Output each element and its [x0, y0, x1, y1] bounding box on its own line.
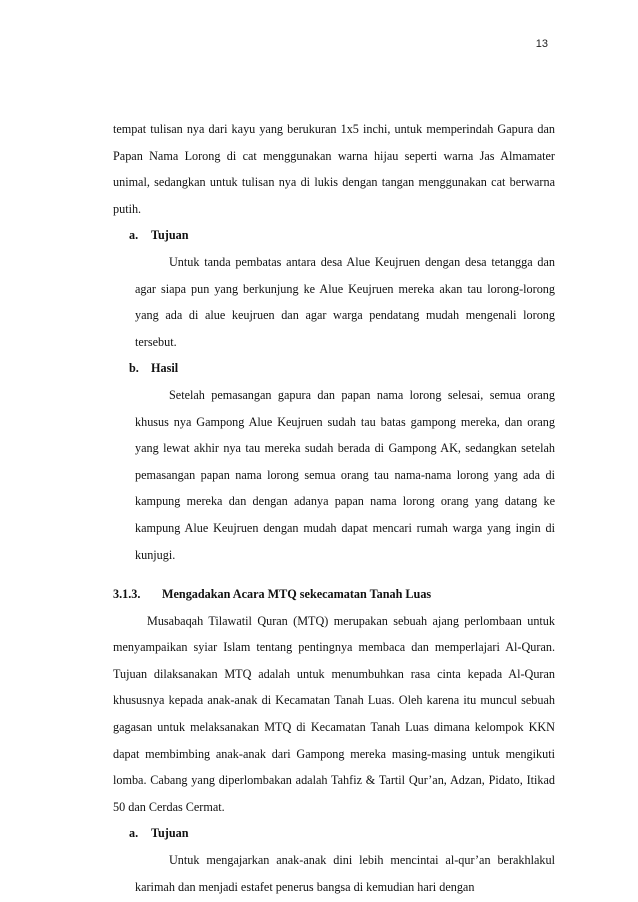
subsection-a2-text: Untuk mengajarkan anak-anak dini lebih mencintai al-qur’an berakhlakul karimah dan menjadi estafet penerus bangsa di kemudian hari dengan [135, 853, 555, 894]
section-313-text: Musabaqah Tilawatil Quran (MTQ) merupakan sebuah ajang perlombaan untuk menyampaikan syiar Islam tentang pentingnya membaca dan memperlajari Al-Quran. Tujuan dilaksanakan MTQ adalah untuk menumbuhkan rasa cinta kepada Al-Quran khususnya kepada anak-anak di Kecamatan Tanah Luas. Oleh karena itu muncul sebuah gagasan untuk melaksanakan MTQ di Kecamatan Tanah Luas dimana kelompok KKN dapat membimbing anak-anak dari Gampong mereka masing-masing untuk mengikuti lomba. Cabang yang diperlombakan adalah Tahfiz & Tartil Qur’an, Adzan, Pidato, Itikad 50 dan Cerdas Cermat. [113, 613, 555, 814]
subsection-title: Tujuan [151, 228, 189, 243]
subsection-title: Tujuan [151, 826, 189, 841]
section-number: 3.1.3. [113, 587, 141, 602]
section-title: Mengadakan Acara MTQ sekecamatan Tanah Luas [162, 587, 432, 602]
intro-paragraph: tempat tulisan nya dari kayu yang berukuran 1x5 inchi, untuk memperindah Gapura dan Papan Nama Lorong di cat menggunakan warna hijau seperti warna Jas Almamater unimal, sedangkan untuk tulisan nya di lukis dengan tangan menggunakan cat berwarna putih. [113, 122, 555, 216]
subsection-b-heading [113, 355, 555, 382]
section-heading-313 [113, 581, 555, 608]
subsection-title: Hasil [151, 361, 179, 376]
subsection-a2-heading [113, 820, 555, 847]
subsection-a-text: Untuk tanda pembatas antara desa Alue Keujruen dengan desa tetangga dan agar siapa pun yang berkunjung ke Alue Keujruen mereka akan tau lorong-lorong yang ada di alue keujruen dan agar warga pendatang mudah mengenali lorong tersebut. [135, 254, 555, 349]
page-number: 13 [535, 38, 548, 50]
subsection-letter: b. [129, 361, 139, 376]
document-body [113, 116, 555, 900]
subsection-b-text: Setelah pemasangan gapura dan papan nama lorong selesai, semua orang khusus nya Gampong Alue Keujruen sudah tau batas gampong mereka, dan orang yang lewat akhir nya tau mereka sudah berada di Gampong AK, sedangkan setelah pemasangan papan nama lorong semua orang tau nama-nama lorong yang ada di kampung mereka dan dengan adanya papan nama lorong orang yang datang ke kampung Alue Keujruen dengan mudah dapat mencari rumah warga yang ingin di kunjugi. [135, 387, 555, 562]
subsection-letter: a. [129, 826, 139, 841]
subsection-letter: a. [129, 228, 139, 243]
subsection-a-heading [113, 222, 555, 249]
